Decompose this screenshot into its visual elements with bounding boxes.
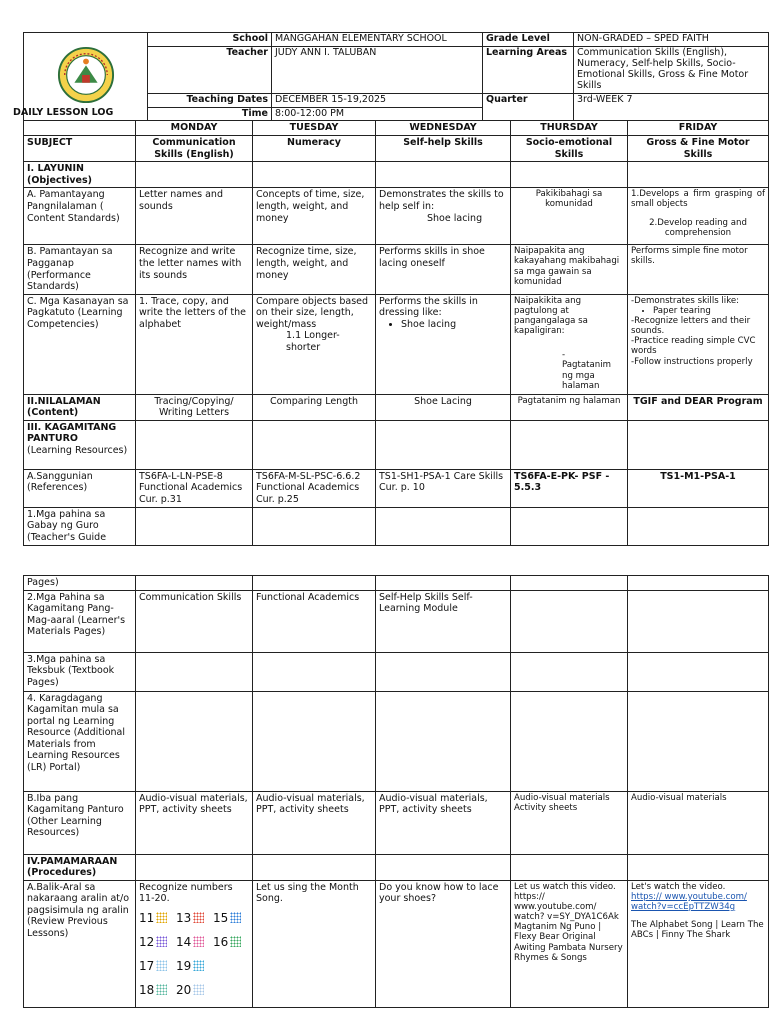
subject-tuesday: Numeracy (253, 136, 376, 162)
competencies-thursday (511, 294, 628, 394)
learning-areas-label: Learning Areas (483, 46, 574, 93)
number-card-11 (139, 907, 173, 929)
competencies-thursday-item: Pagtatanim ng mga halaman (562, 360, 611, 391)
content-friday: TGIF and DEAR Program (628, 394, 769, 420)
content-label: II.NILALAMAN (Content) (24, 394, 136, 420)
review-friday-2: The Alphabet Song | Learn The ABCs | Finny The Shark (631, 920, 764, 941)
performance-standards-friday: Performs simple fine motor skills. (628, 245, 769, 294)
counting-dots-icon (230, 912, 241, 923)
teaching-dates-label: Teaching Dates (148, 93, 272, 107)
number-card-17 (139, 955, 173, 977)
review-thursday: Let us watch this video. https:// www.youtube.com/ watch? v=SY_DYA1C6Ak Magtanim Ng Puno | Flexy Bear Original Awiting Pambata Nursery Rhymes & Songs (511, 880, 628, 1007)
learners-materials-monday: Communication Skills (136, 590, 253, 652)
number-card-label: 12 (139, 934, 155, 949)
competencies-wednesday (376, 294, 511, 394)
teachers-guide-label-continued: Pages) (24, 576, 136, 591)
content-thursday: Pagtatanim ng halaman (511, 394, 628, 420)
counting-dots-icon (156, 936, 167, 947)
school-seal-icon (57, 46, 115, 104)
time-label: Time (148, 107, 272, 121)
number-card-15 (213, 907, 247, 929)
number-card-label: 14 (176, 934, 192, 949)
counting-dots-icon (156, 960, 167, 971)
materials-label-rest: (Learning Resources) (27, 444, 128, 456)
video-link[interactable]: https:// www.youtube.com/ watch?v=ccEpTTZW34g (631, 891, 747, 913)
content-standards-friday-1: 1.Develops a firm grasping of small objects (631, 189, 765, 210)
other-resources-label: B.Iba pang Kagamitang Panturo (Other Learning Resources) (24, 791, 136, 854)
content-standards-tuesday: Concepts of time, size, length, weight, and money (253, 188, 376, 245)
number-card-20 (176, 979, 210, 1001)
counting-dots-icon (156, 912, 167, 923)
competencies-thursday-dash: - (562, 350, 566, 361)
number-card-label: 18 (139, 982, 155, 997)
number-card-label: 20 (176, 982, 192, 997)
competencies-friday (628, 294, 769, 394)
day-wednesday: WEDNESDAY (376, 121, 511, 136)
performance-standards-tuesday: Recognize time, size, length, weight, and money (253, 245, 376, 294)
competencies-friday-1: -Demonstrates skills like: (631, 295, 740, 306)
competencies-friday-2: -Recognize letters and their sounds. (631, 315, 751, 337)
header-table (13, 32, 769, 121)
other-resources-monday: Audio-visual materials, PPT, activity sheets (136, 791, 253, 854)
lesson-table-continued (23, 575, 769, 1008)
review-monday-text: Recognize numbers 11-20. (139, 881, 233, 905)
counting-dots-icon (193, 984, 204, 995)
lesson-table (23, 120, 769, 545)
counting-dots-icon (193, 936, 204, 947)
grade-level-label: Grade Level (483, 33, 574, 47)
counting-dots-icon (193, 960, 204, 971)
content-standards-wednesday-line2: Shoe lacing (427, 212, 483, 224)
number-card-label: 17 (139, 958, 155, 973)
counting-dots-icon (230, 936, 241, 947)
school-label: School (148, 33, 272, 47)
review-friday-1: Let's watch the video. (631, 881, 726, 892)
counting-dots-icon (156, 984, 167, 995)
competencies-label: C. Mga Kasanayan sa Pagkatuto (Learning Competencies) (24, 294, 136, 394)
quarter-value: 3rd-WEEK 7 (574, 93, 769, 121)
number-card-label: 13 (176, 910, 192, 925)
number-card-18 (139, 979, 173, 1001)
references-monday: TS6FA-L-LN-PSE-8 Functional Academics Cur. p.31 (136, 469, 253, 507)
grade-level-value: NON-GRADED – SPED FAITH (574, 33, 769, 47)
other-resources-tuesday: Audio-visual materials, PPT, activity sheets (253, 791, 376, 854)
procedures-label: IV.PAMAMARAAN (Procedures) (24, 854, 136, 880)
learners-materials-wednesday: Self-Help Skills Self-Learning Module (376, 590, 511, 652)
teachers-guide-label: 1.Mga pahina sa Gabay ng Guro (Teacher's Guide (24, 507, 136, 545)
review-wednesday: Do you know how to lace your shoes? (376, 880, 511, 1007)
content-tuesday: Comparing Length (253, 394, 376, 420)
textbook-label: 3.Mga pahina sa Teksbuk (Textbook Pages) (24, 652, 136, 691)
performance-standards-monday: Recognize and write the letter names with its sounds (136, 245, 253, 294)
number-card-16 (213, 931, 247, 953)
learners-materials-tuesday: Functional Academics (253, 590, 376, 652)
review-label: A.Balik-Aral sa nakaraang aralin at/o pagsisimula ng aralin (Review Previous Lessons) (24, 880, 136, 1007)
other-resources-wednesday: Audio-visual materials, PPT, activity sheets (376, 791, 511, 854)
dll-title: DAILY LESSON LOG (13, 106, 114, 118)
performance-standards-thursday: Naipapakita ang kakayahang makibahagi sa mga gawain sa komunidad (511, 245, 628, 294)
content-standards-monday: Letter names and sounds (136, 188, 253, 245)
time-value: 8:00-12:00 PM (272, 107, 483, 121)
day-monday: MONDAY (136, 121, 253, 136)
day-friday: FRIDAY (628, 121, 769, 136)
competencies-wednesday-item: • Shoe lacing (401, 319, 507, 331)
counting-dots-icon (193, 912, 204, 923)
review-friday (628, 880, 769, 1007)
performance-standards-label: B. Pamantayan sa Pagganap (Performance Standards) (24, 245, 136, 294)
additional-materials-label: 4. Karagdagang Kagamitan mula sa portal ng Learning Resource (Additional Materials from Learning Resources (LR) Portal) (24, 691, 136, 791)
references-label: A.Sanggunian (References) (24, 469, 136, 507)
subject-wednesday: Self-help Skills (376, 136, 511, 162)
number-card-label: 19 (176, 958, 192, 973)
objectives-label: I. LAYUNIN (Objectives) (24, 162, 136, 188)
review-tuesday: Let us sing the Month Song. (253, 880, 376, 1007)
competencies-monday: 1. Trace, copy, and write the letters of the alphabet (136, 294, 253, 394)
references-friday: TS1-M1-PSA-1 (628, 469, 769, 507)
number-card-12 (139, 931, 173, 953)
competencies-friday-item: • Paper tearing (653, 306, 765, 316)
number-card-empty (213, 979, 247, 1001)
subject-thursday: Socio-emotional Skills (511, 136, 628, 162)
subject-friday: Gross & Fine Motor Skills (628, 136, 769, 162)
competencies-friday-4: -Follow instructions properly (631, 356, 753, 367)
review-monday (136, 880, 253, 1007)
competencies-thursday-line1: Naipakikita ang pagtulong at pangangalaga sa kapaligiran: (514, 295, 588, 337)
school-value: MANGGAHAN ELEMENTARY SCHOOL (272, 33, 483, 47)
number-card-14 (176, 931, 210, 953)
materials-label (24, 420, 136, 469)
number-card-label: 16 (213, 934, 229, 949)
number-card-label: 11 (139, 910, 155, 925)
quarter-label: Quarter (483, 93, 574, 121)
competencies-tuesday-line1: Compare objects based on their size, length, weight/mass (256, 295, 369, 330)
number-card-label: 15 (213, 910, 229, 925)
content-standards-wednesday-line1: Demonstrates the skills to help self in: (379, 189, 504, 212)
learning-areas-value: Communication Skills (English), Numeracy, Self-help Skills, Socio-Emotional Skills, Gross & Fine Motor Skills (574, 46, 769, 93)
references-thursday: TS6FA-E-PK- PSF - 5.5.3 (511, 469, 628, 507)
page-2 (0, 575, 768, 1008)
competencies-tuesday-line2: 1.1 Longer-shorter (286, 330, 340, 353)
competencies-wednesday-line1: Performs the skills in dressing like: (379, 295, 478, 319)
teacher-value: JUDY ANN I. TALUBAN (272, 46, 483, 93)
content-standards-friday-2: 2.Develop reading and comprehension (649, 217, 747, 238)
content-monday: Tracing/Copying/ Writing Letters (136, 394, 253, 420)
teaching-dates-value: DECEMBER 15-19,2025 (272, 93, 483, 107)
references-tuesday: TS6FA-M-SL-PSC-6.6.2 Functional Academics Cur. p.25 (253, 469, 376, 507)
number-card-13 (176, 907, 210, 929)
page-1 (0, 32, 768, 546)
number-chart-image (139, 907, 247, 1001)
subject-label: SUBJECT (24, 136, 136, 162)
content-standards-label: A. Pamantayang Pangnilalaman ( Content Standards) (24, 188, 136, 245)
content-standards-wednesday (376, 188, 511, 245)
teacher-label: Teacher (148, 46, 272, 93)
content-standards-friday (628, 188, 769, 245)
subject-monday: Communication Skills (English) (136, 136, 253, 162)
learners-materials-label: 2.Mga Pahina sa Kagamitang Pang-Mag-aaral (Learner's Materials Pages) (24, 590, 136, 652)
other-resources-friday: Audio-visual materials (628, 791, 769, 854)
number-card-19 (176, 955, 210, 977)
other-resources-thursday: Audio-visual materials Activity sheets (511, 791, 628, 854)
content-wednesday: Shoe Lacing (376, 394, 511, 420)
number-card-empty (213, 955, 247, 977)
materials-label-bold: III. KAGAMITANG PANTURO (27, 421, 117, 445)
day-tuesday: TUESDAY (253, 121, 376, 136)
performance-standards-wednesday: Performs skills in shoe lacing oneself (376, 245, 511, 294)
logo-cell (13, 33, 148, 121)
references-wednesday: TS1-SH1-PSA-1 Care Skills Cur. p. 10 (376, 469, 511, 507)
competencies-tuesday (253, 294, 376, 394)
day-thursday: THURSDAY (511, 121, 628, 136)
content-standards-thursday: Pakikibahagi sa komunidad (511, 188, 628, 245)
competencies-friday-3: -Practice reading simple CVC words (631, 336, 756, 357)
